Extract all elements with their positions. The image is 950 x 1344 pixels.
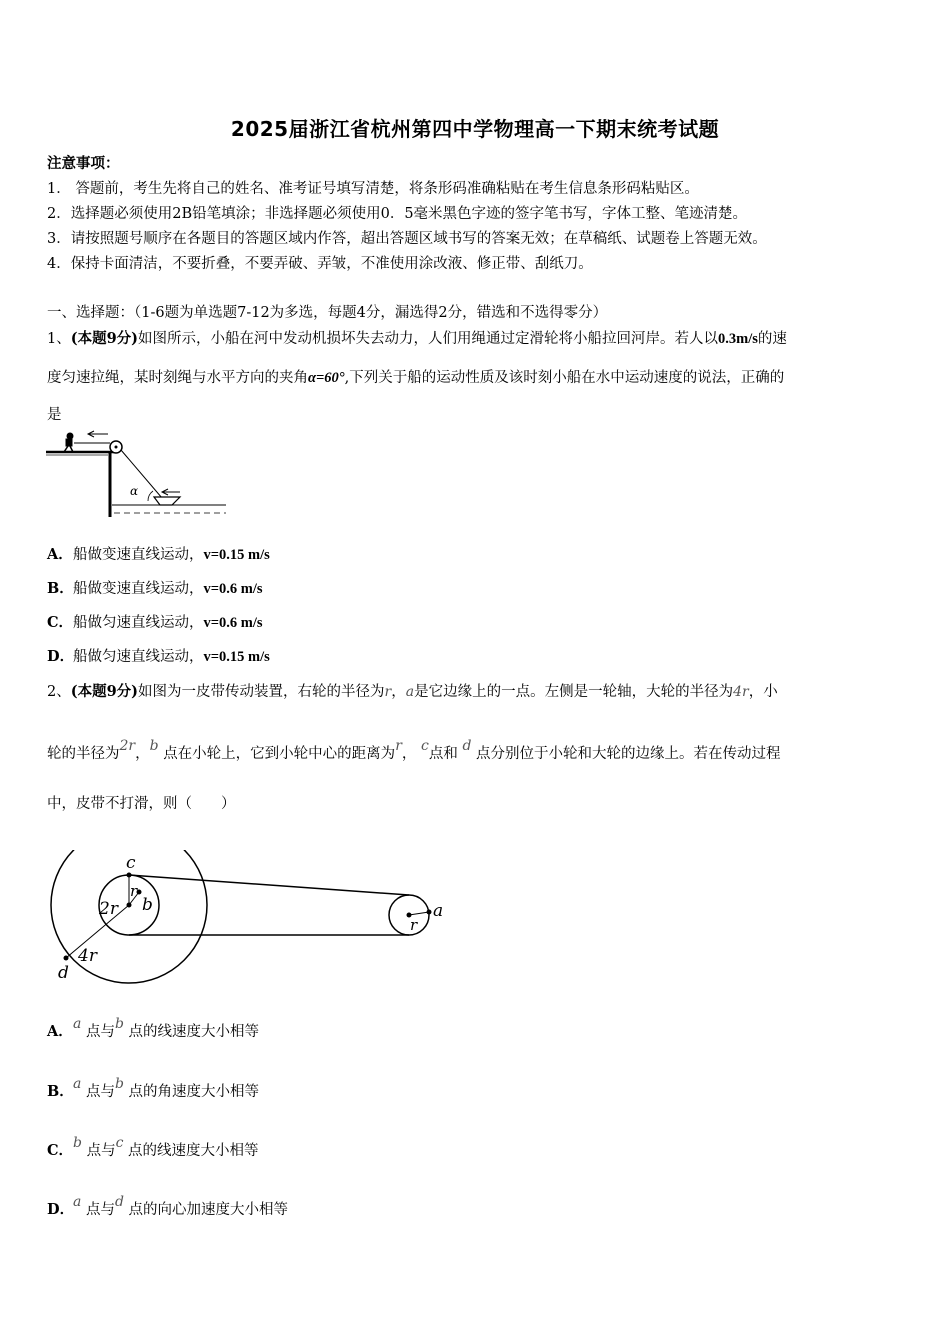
math-2r: 2r xyxy=(119,738,136,754)
notice-item: 1． 答题前，考生先将自己的姓名、准考证号填写清楚，将条形码准确粘贴在考生信息条形码粘贴区。 xyxy=(47,181,699,197)
q2-text: ， xyxy=(391,684,406,700)
label-2r: 2r xyxy=(99,899,118,919)
option-text: 点的线速度大小相等 xyxy=(128,1143,259,1159)
q1-speed: 0.3m/s xyxy=(718,331,758,347)
option-value: v=0.15 m/s xyxy=(203,547,270,563)
q1-line1 xyxy=(47,327,787,348)
option-text: 船做变速直线运动， xyxy=(73,547,204,563)
point-symbol: a xyxy=(73,1076,82,1092)
q1-option-d[interactable] xyxy=(47,645,270,666)
notice-item: 2．选择题必须使用2B铅笔填涂；非选择题必须使用0．5毫米黑色字迹的签字笔书写，字体工整、笔迹清楚。 xyxy=(47,206,748,222)
q2-line2 xyxy=(47,738,781,763)
q2-option-d[interactable] xyxy=(47,1194,289,1219)
label-4r: 4r xyxy=(78,946,97,966)
q2-option-b[interactable] xyxy=(47,1076,260,1101)
q2-option-a[interactable] xyxy=(47,1016,260,1041)
q2-line1 xyxy=(47,680,778,701)
option-label: B． xyxy=(47,1083,74,1100)
q2-text: 如图为一皮带传动装置，右轮的半径为 xyxy=(138,684,385,700)
q1-text: 的速 xyxy=(757,331,787,347)
q1-line3: 是 xyxy=(47,407,62,423)
q1-tag: (本题9分) xyxy=(70,330,139,347)
option-text: 点与 xyxy=(85,1024,115,1040)
math-4r: 4r xyxy=(733,684,749,700)
label-a: a xyxy=(433,901,444,921)
q1-text: ,下列关于船的运动性质及该时刻小船在水中运动速度的说法，正确的 xyxy=(344,370,785,386)
label-r-small: r xyxy=(130,882,138,900)
option-value: v=0.15 m/s xyxy=(203,649,270,665)
page-title: 2025届浙江省杭州第四中学物理高一下期末统考试题 xyxy=(230,117,720,141)
option-label: D． xyxy=(47,648,75,665)
belt-top xyxy=(129,875,409,895)
option-value: v=0.6 m/s xyxy=(203,615,263,631)
point-symbol: c xyxy=(115,1135,124,1151)
math-b: b xyxy=(149,738,159,754)
q1-text: 如图所示，小船在河中发动机损坏失去动力，人们用绳通过定滑轮将小船拉回河岸。若人以 xyxy=(138,331,719,347)
q1-option-b[interactable] xyxy=(47,577,263,598)
notice-heading: 注意事项： xyxy=(47,155,120,172)
option-label: B． xyxy=(47,580,74,597)
option-text: 船做变速直线运动， xyxy=(73,581,204,597)
option-label: C． xyxy=(47,1142,74,1159)
label-d: d xyxy=(58,963,69,983)
q1-text: 度匀速拉绳，某时刻绳与水平方向的夹角 xyxy=(47,370,308,386)
q2-text: 点在小轮上，它到小轮中心的距离为 xyxy=(163,746,396,762)
boat-icon xyxy=(154,497,180,505)
q2-text: 点和 xyxy=(428,746,458,762)
q2-tag: (本题9分) xyxy=(70,683,139,700)
point-symbol: b xyxy=(73,1135,82,1151)
person-icon xyxy=(64,433,73,452)
q2-text: 轮的半径为 xyxy=(47,746,120,762)
q2-text: ，小 xyxy=(748,684,778,700)
q2-text: 是它边缘上的一点。左侧是一轮轴，大轮的半径为 xyxy=(414,684,734,700)
q1-figure xyxy=(44,425,234,522)
point-symbol: d xyxy=(114,1194,124,1210)
rope-diagonal xyxy=(121,450,162,498)
option-text: 点与 xyxy=(85,1202,115,1218)
label-b: b xyxy=(142,895,153,915)
point-symbol: b xyxy=(114,1076,124,1092)
point-symbol: a xyxy=(73,1194,82,1210)
notice-item: 4．保持卡面清洁，不要折叠，不要弄破、弄皱，不准使用涂改液、修正带、刮纸刀。 xyxy=(47,256,593,272)
option-label: A． xyxy=(47,546,73,563)
math-r: r xyxy=(384,684,392,700)
label-r-right: r xyxy=(410,916,418,934)
point-symbol: a xyxy=(73,1016,82,1032)
q1-number: 1、 xyxy=(47,331,71,347)
q1-option-c[interactable] xyxy=(47,611,263,632)
q2-text: 点分别位于小轮和大轮的边缘上。若在传动过程 xyxy=(476,746,781,762)
option-text: 点的向心加速度大小相等 xyxy=(128,1202,289,1218)
option-text: 点与 xyxy=(85,1084,115,1100)
option-text: 船做匀速直线运动， xyxy=(73,615,204,631)
q2-number: 2、 xyxy=(47,684,71,700)
q2-figure xyxy=(44,850,454,985)
q1-option-a[interactable] xyxy=(47,543,270,564)
math-d: d xyxy=(462,738,472,754)
option-label: A． xyxy=(47,1023,73,1040)
option-text: 点的线速度大小相等 xyxy=(128,1024,260,1040)
math-a: a xyxy=(405,684,415,700)
q2-text: ， xyxy=(135,746,150,762)
q1-line2 xyxy=(47,366,784,387)
math-r: r xyxy=(395,738,402,754)
option-label: C． xyxy=(47,614,74,631)
section-heading: 一、选择题：（1-6题为单选题7-12为多选，每题4分，漏选得2分，错选和不选得零分） xyxy=(47,305,608,321)
math-c: c xyxy=(421,738,429,754)
notice-item: 3．请按照题号顺序在各题目的答题区域内作答，超出答题区域书写的答案无效；在草稿纸、试题卷上答题无效。 xyxy=(47,231,767,247)
point-symbol: b xyxy=(114,1016,124,1032)
q2-line3: 中，皮带不打滑，则（ ） xyxy=(47,796,236,812)
option-label: D． xyxy=(47,1201,75,1218)
boat-arrow-icon xyxy=(162,489,180,495)
label-c: c xyxy=(126,853,136,873)
option-text: 点的角速度大小相等 xyxy=(128,1084,260,1100)
pull-arrow-icon xyxy=(88,431,108,437)
q2-text: ， xyxy=(401,746,417,762)
option-text: 船做匀速直线运动， xyxy=(73,649,204,665)
option-text: 点与 xyxy=(86,1143,116,1159)
option-value: v=0.6 m/s xyxy=(203,581,263,597)
q2-option-c[interactable] xyxy=(47,1135,259,1160)
alpha-label: α xyxy=(130,484,139,498)
q1-angle: α=60° xyxy=(308,370,345,386)
